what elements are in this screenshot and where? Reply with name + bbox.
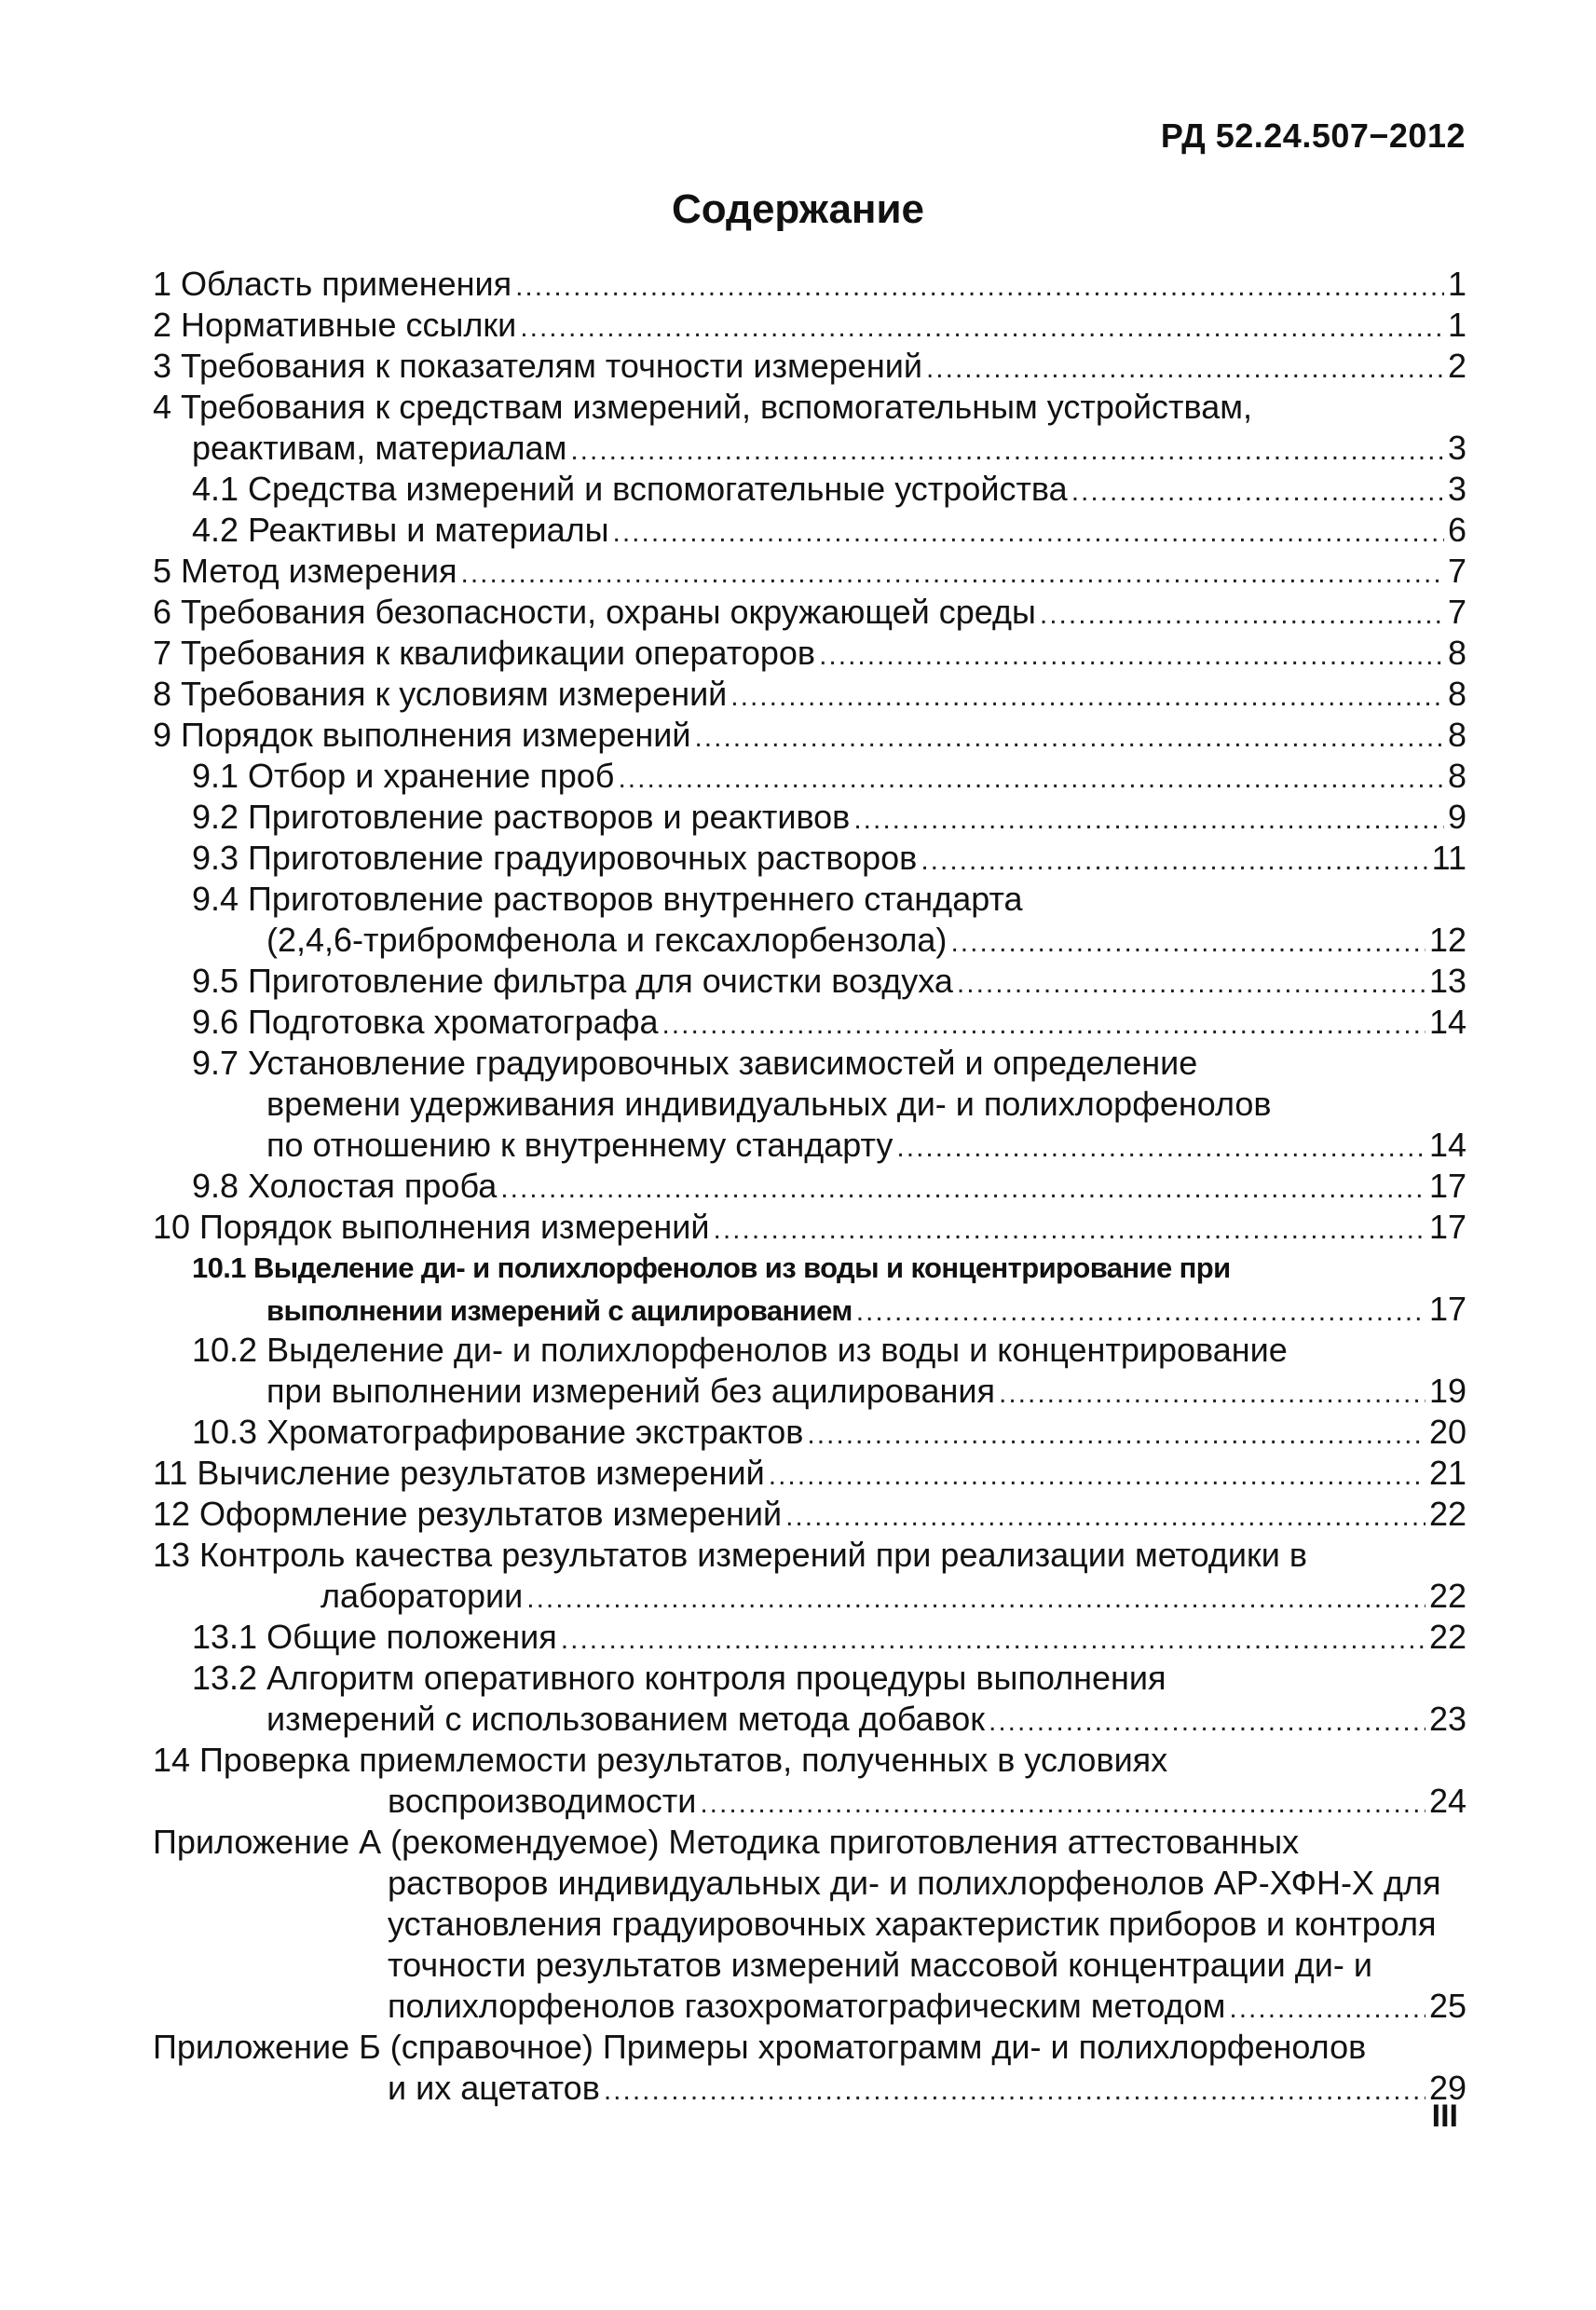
toc-entry-text: 4.1 Средства измерений и вспомогательные устройства xyxy=(192,470,1068,508)
toc-entry[interactable] xyxy=(153,1453,1466,1494)
dot-leader xyxy=(957,964,1425,1005)
dot-leader xyxy=(618,759,1444,800)
toc-entry[interactable] xyxy=(153,1945,1466,1986)
toc-entry[interactable] xyxy=(153,1002,1466,1043)
toc-page-number: 8 xyxy=(1447,675,1466,713)
toc-entry-text: выполнении измерений с ацилированием xyxy=(266,1294,853,1327)
toc-page-number: 25 xyxy=(1428,1987,1466,2025)
toc-entry-text: 2 Нормативные ссылки xyxy=(153,306,517,344)
page-title: Содержание xyxy=(671,186,925,232)
toc-entry-text: 7 Требования к квалификации операторов xyxy=(153,634,816,672)
dot-leader xyxy=(500,1169,1425,1210)
toc-entry-text: 9 Порядок выполнения измерений xyxy=(153,716,691,754)
toc-entry-text: 9.4 Приготовление растворов внутреннего стандарта xyxy=(192,880,1023,918)
toc-entry[interactable] xyxy=(153,1125,1466,1166)
toc-entry[interactable] xyxy=(153,1822,1466,1863)
dot-leader xyxy=(604,2071,1425,2112)
toc-entry-text: 3 Требования к показателям точности измерений xyxy=(153,347,922,385)
dot-leader xyxy=(950,923,1425,964)
toc-page-number: 2 xyxy=(1447,347,1466,385)
toc-entry[interactable] xyxy=(153,961,1466,1002)
toc-entry-text: времени удерживания индивидуальных ди- и полихлорфенолов xyxy=(266,1085,1272,1123)
dot-leader xyxy=(769,1456,1425,1497)
toc-entry-text: 13.2 Алгоритм оперативного контроля процедуры выполнения xyxy=(192,1659,1166,1697)
toc-entry[interactable] xyxy=(153,551,1466,592)
dot-leader xyxy=(460,554,1443,595)
toc-entry[interactable] xyxy=(153,1494,1466,1535)
toc-page-number: 8 xyxy=(1447,716,1466,754)
toc-entry[interactable] xyxy=(153,387,1466,428)
toc-entry-text: 13 Контроль качества результатов измерений при реализации методики в xyxy=(153,1536,1307,1574)
toc-entry-text: Приложение Б (справочное) Примеры хроматограмм ди- и полихлорфенолов xyxy=(153,2028,1367,2066)
toc-entry[interactable] xyxy=(153,797,1466,838)
toc-entry-text: точности результатов измерений массовой концентрации ди- и xyxy=(388,1946,1372,1984)
toc-entry-text: 9.2 Приготовление растворов и реактивов xyxy=(192,798,851,836)
toc-entry-text: Приложение А (рекомендуемое) Методика приготовления аттестованных xyxy=(153,1823,1300,1861)
toc-entry-text: 9.1 Отбор и хранение проб xyxy=(192,757,615,795)
toc-entry-text: 9.6 Подготовка хроматографа xyxy=(192,1003,659,1041)
toc-entry-text: растворов индивидуальных ди- и полихлорфенолов АР-ХФН-Х для xyxy=(388,1864,1441,1902)
toc-entry[interactable] xyxy=(153,1576,1466,1617)
toc-entry[interactable] xyxy=(153,1166,1466,1207)
toc-entry[interactable] xyxy=(153,1043,1466,1084)
toc-page-number: 12 xyxy=(1428,921,1466,959)
toc-entry-text: (2,4,6-трибромфенола и гексахлорбензола) xyxy=(266,921,948,959)
toc-entry-text: 1 Область применения xyxy=(153,265,512,303)
toc-entry[interactable] xyxy=(153,264,1466,305)
dot-leader xyxy=(1229,1989,1425,2030)
dot-leader xyxy=(785,1497,1425,1538)
toc-entry-text: по отношению к внутреннему стандарту xyxy=(266,1126,893,1164)
toc-page-number: 9 xyxy=(1447,798,1466,836)
toc-entry[interactable] xyxy=(153,1535,1466,1576)
toc-entry-text: реактивам, материалам xyxy=(192,429,567,467)
toc-entry-text: 13.1 Общие положения xyxy=(192,1618,557,1656)
toc-entry[interactable] xyxy=(153,428,1466,469)
toc-page-number: 8 xyxy=(1447,634,1466,672)
toc-entry-text: 12 Оформление результатов измерений xyxy=(153,1495,783,1533)
dot-leader xyxy=(700,1784,1425,1825)
toc-entry-text: 9.8 Холостая проба xyxy=(192,1167,498,1205)
toc-entry-text: 8 Требования к условиям измерений xyxy=(153,675,728,713)
dot-leader xyxy=(694,718,1444,759)
dot-leader xyxy=(1071,472,1444,513)
toc-entry[interactable] xyxy=(153,1207,1466,1248)
toc-page-number: 11 xyxy=(1431,839,1466,877)
toc-page-number: 3 xyxy=(1447,470,1466,508)
toc-entry[interactable] xyxy=(153,1904,1466,1945)
dot-leader xyxy=(989,1702,1425,1743)
toc-entry[interactable] xyxy=(153,469,1466,510)
dot-leader xyxy=(926,349,1444,390)
toc-page-number: 14 xyxy=(1428,1003,1466,1041)
toc-page-number: 19 xyxy=(1428,1372,1466,1410)
toc-page-number: 17 xyxy=(1428,1290,1466,1328)
toc-entry[interactable] xyxy=(153,633,1466,674)
toc-entry-text: 6 Требования безопасности, охраны окружающей среды xyxy=(153,593,1036,631)
toc-entry[interactable] xyxy=(153,1412,1466,1453)
toc-entry-text: измерений с использованием метода добавок xyxy=(266,1700,986,1738)
toc-entry[interactable] xyxy=(153,305,1466,346)
toc-entry-text: лаборатории xyxy=(321,1577,524,1615)
toc-entry-text: воспроизводимости xyxy=(388,1782,697,1820)
dot-leader xyxy=(921,841,1427,882)
dot-leader xyxy=(853,800,1444,841)
toc-entry[interactable] xyxy=(153,1289,1466,1330)
toc-entry-text: 4.2 Реактивы и материалы xyxy=(192,511,609,549)
toc-entry[interactable] xyxy=(153,1330,1466,1371)
dot-leader xyxy=(807,1415,1425,1456)
toc-entry-text: 10.2 Выделение ди- и полихлорфенолов из воды и концентрирование xyxy=(192,1331,1288,1369)
toc-entry-text: и их ацетатов xyxy=(388,2069,600,2107)
toc-entry[interactable] xyxy=(153,756,1466,797)
toc-page-number: 7 xyxy=(1447,552,1466,590)
dot-leader xyxy=(526,1579,1425,1620)
document-code: РД 52.24.507−2012 xyxy=(1160,116,1466,155)
toc-entry-text: 11 Вычисление результатов измерений xyxy=(153,1454,765,1492)
dot-leader xyxy=(570,431,1444,472)
toc-entry[interactable] xyxy=(153,1740,1466,1781)
dot-leader xyxy=(819,636,1444,677)
toc-page-number: 22 xyxy=(1428,1577,1466,1615)
toc-entry[interactable] xyxy=(153,1986,1466,2027)
toc-page-number: 6 xyxy=(1447,511,1466,549)
toc-entry[interactable] xyxy=(153,2068,1466,2109)
toc-entry-text: 5 Метод измерения xyxy=(153,552,457,590)
toc-entry[interactable] xyxy=(153,592,1466,633)
toc-entry[interactable] xyxy=(153,2027,1466,2068)
dot-leader xyxy=(520,308,1444,349)
toc-entry[interactable] xyxy=(153,1699,1466,1740)
toc-entry[interactable] xyxy=(153,510,1466,551)
dot-leader xyxy=(730,677,1444,718)
toc-entry-text: 10 Порядок выполнения измерений xyxy=(153,1208,710,1246)
page-number: III xyxy=(1431,2098,1458,2134)
toc-entry-text: 10.3 Хроматографирование экстрактов xyxy=(192,1413,804,1451)
toc-page-number: 20 xyxy=(1428,1413,1466,1451)
toc-page-number: 7 xyxy=(1447,593,1466,631)
toc-entry[interactable] xyxy=(153,674,1466,715)
toc-page-number: 17 xyxy=(1428,1208,1466,1246)
toc-entry[interactable] xyxy=(153,1084,1466,1125)
table-of-contents xyxy=(153,264,1466,2109)
toc-page-number: 22 xyxy=(1428,1618,1466,1656)
toc-page-number: 1 xyxy=(1447,306,1466,344)
dot-leader xyxy=(1040,595,1444,636)
dot-leader xyxy=(856,1292,1425,1333)
toc-page-number: 21 xyxy=(1428,1454,1466,1492)
toc-entry[interactable] xyxy=(153,1371,1466,1412)
toc-entry[interactable] xyxy=(153,1658,1466,1699)
toc-page-number: 22 xyxy=(1428,1495,1466,1533)
toc-page-number: 17 xyxy=(1428,1167,1466,1205)
toc-entry-text: 14 Проверка приемлемости результатов, полученных в условиях xyxy=(153,1741,1168,1779)
toc-entry[interactable] xyxy=(153,920,1466,961)
toc-entry-text: при выполнении измерений без ацилирования xyxy=(266,1372,995,1410)
toc-entry[interactable] xyxy=(153,1617,1466,1658)
dot-leader xyxy=(515,267,1444,308)
dot-leader xyxy=(713,1210,1425,1251)
dot-leader xyxy=(561,1620,1425,1661)
toc-page-number: 1 xyxy=(1447,265,1466,303)
toc-entry[interactable] xyxy=(153,1248,1466,1289)
toc-entry-text: 9.3 Приготовление градуировочных растворов xyxy=(192,839,918,877)
toc-entry-text: 10.1 Выделение ди- и полихлорфенолов из воды и концентрирование при xyxy=(192,1251,1231,1284)
toc-page-number: 23 xyxy=(1428,1700,1466,1738)
toc-entry-text: установления градуировочных характеристик приборов и контроля xyxy=(388,1905,1437,1943)
toc-page-number: 14 xyxy=(1428,1126,1466,1164)
dot-leader xyxy=(896,1128,1425,1169)
toc-entry[interactable] xyxy=(153,1781,1466,1822)
toc-entry[interactable] xyxy=(153,715,1466,756)
toc-entry-text: 4 Требования к средствам измерений, вспомогательным устройствам, xyxy=(153,388,1253,426)
toc-page-number: 8 xyxy=(1447,757,1466,795)
toc-page-number: 29 xyxy=(1428,2069,1466,2107)
dot-leader xyxy=(999,1374,1425,1415)
toc-entry-text: полихлорфенолов газохроматографическим методом xyxy=(388,1987,1226,2025)
toc-page-number: 3 xyxy=(1447,429,1466,467)
toc-entry[interactable] xyxy=(153,1863,1466,1904)
toc-page-number: 13 xyxy=(1428,962,1466,1000)
dot-leader xyxy=(613,513,1444,554)
toc-entry-text: 9.5 Приготовление фильтра для очистки воздуха xyxy=(192,962,953,1000)
toc-entry[interactable] xyxy=(153,346,1466,387)
toc-page-number: 24 xyxy=(1428,1782,1466,1820)
toc-entry[interactable] xyxy=(153,838,1466,879)
toc-entry[interactable] xyxy=(153,879,1466,920)
dot-leader xyxy=(662,1005,1425,1046)
toc-entry-text: 9.7 Установление градуировочных зависимостей и определение xyxy=(192,1044,1198,1082)
